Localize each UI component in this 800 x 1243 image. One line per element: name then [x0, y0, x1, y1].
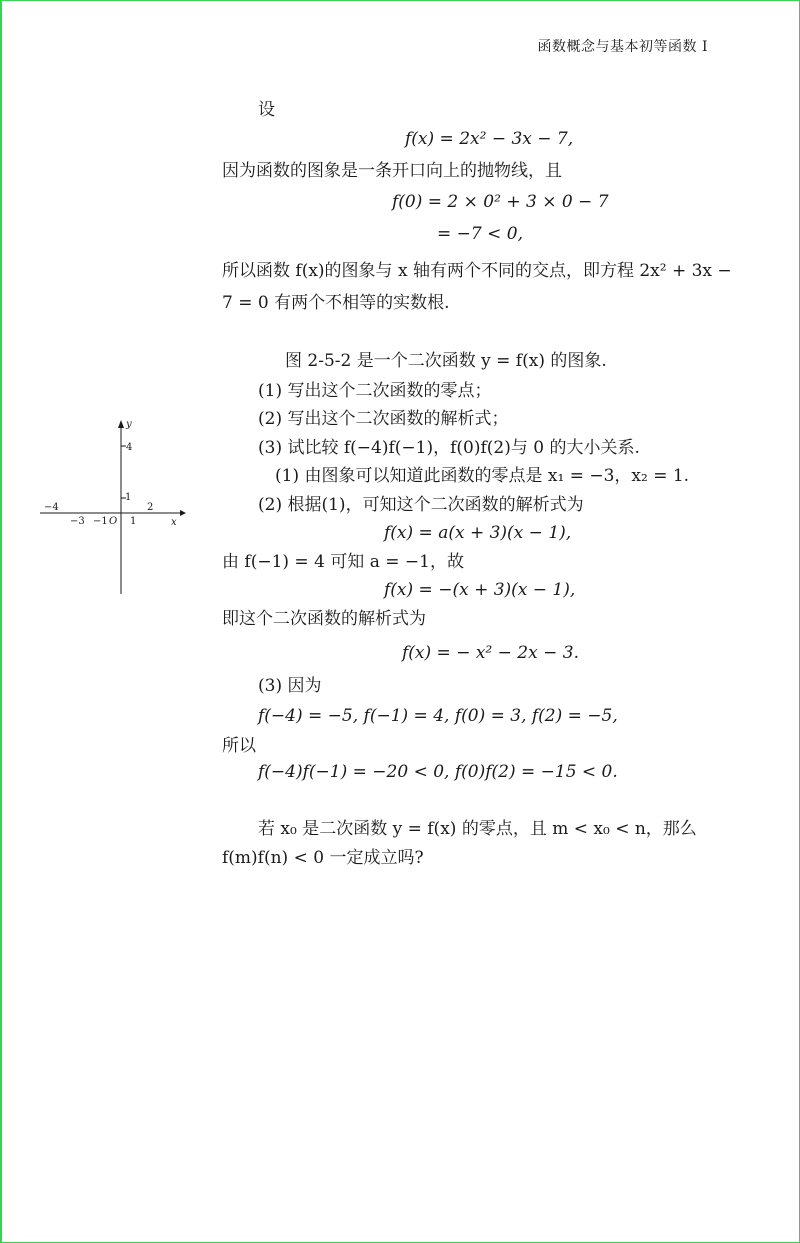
answer-3-result: f(−4)f(−1) = −20 < 0, f(0)f(2) = −15 < 0. — [258, 762, 618, 782]
solution-formula-2: f(0) = 2 × 0² + 3 × 0 − 7 — [392, 192, 609, 212]
x-tick-label-neg1: −1 — [93, 516, 108, 527]
answer-3-values: f(−4) = −5, f(−1) = 4, f(0) = 3, f(2) = −5, — [258, 706, 618, 726]
solution-line-7: 7 = 0 有两个不相等的实数根. — [222, 293, 450, 313]
problem-q1: (1) 写出这个二次函数的零点； — [258, 381, 492, 401]
y-axis-arrow-icon — [118, 420, 124, 428]
x-tick-label-2: 2 — [147, 502, 154, 513]
answer-2-formula-2: f(x) = −(x + 3)(x − 1), — [384, 580, 576, 600]
x-tick-label-neg4: −4 — [44, 502, 59, 513]
y-tick-label-1: 1 — [125, 492, 132, 503]
parabola-figure — [30, 416, 200, 598]
x-axis-arrow-icon — [180, 510, 186, 516]
problem-q2: (2) 写出这个二次函数的解析式； — [258, 409, 509, 429]
answer-3: (3) 因为 — [258, 676, 322, 696]
answer-2: (2) 根据(1)，可知这个二次函数的解析式为 — [258, 495, 584, 515]
x-tick-label-1: 1 — [130, 516, 137, 527]
think-question-line-1: 若 x₀ 是二次函数 y = f(x) 的零点，且 m < x₀ < n，那么 — [258, 819, 697, 839]
answer-2-conclusion: 即这个二次函数的解析式为 — [222, 609, 426, 629]
solution-line-1: 设 — [258, 100, 275, 120]
origin-label: O — [109, 516, 118, 527]
y-axis-label: y — [126, 419, 132, 430]
running-head: 函数概念与基本初等函数 I — [537, 39, 708, 55]
problem-intro: 图 2-5-2 是一个二次函数 y = f(x) 的图象. — [285, 351, 607, 371]
solution-line-6: 所以函数 f(x)的图象与 x 轴有两个不同的交点，即方程 2x² + 3x − — [222, 261, 732, 281]
x-tick-label-neg3: −3 — [70, 516, 85, 527]
problem-q3: (3) 试比较 f(−4)f(−1)，f(0)f(2)与 0 的大小关系. — [258, 438, 640, 458]
x-axis-label: x — [171, 517, 177, 528]
answer-2-formula: f(x) = a(x + 3)(x − 1), — [384, 523, 572, 543]
think-question-line-2: f(m)f(n) < 0 一定成立吗? — [222, 848, 424, 868]
solution-line-3: 因为函数的图象是一条开口向上的抛物线，且 — [222, 161, 562, 181]
solution-formula-3: = −7 < 0, — [437, 224, 523, 244]
answer-1: (1) 由图象可以知道此函数的零点是 x₁ = −3，x₂ = 1. — [275, 466, 690, 486]
answer-3-so: 所以 — [222, 736, 256, 756]
left-margin-rule — [0, 0, 2, 1243]
solution-formula-1: f(x) = 2x² − 3x − 7, — [405, 129, 574, 149]
answer-2-condition: 由 f(−1) = 4 可知 a = −1，故 — [222, 552, 464, 572]
answer-2-final: f(x) = − x² − 2x − 3. — [402, 643, 579, 663]
y-tick-label-4: 4 — [126, 442, 133, 453]
